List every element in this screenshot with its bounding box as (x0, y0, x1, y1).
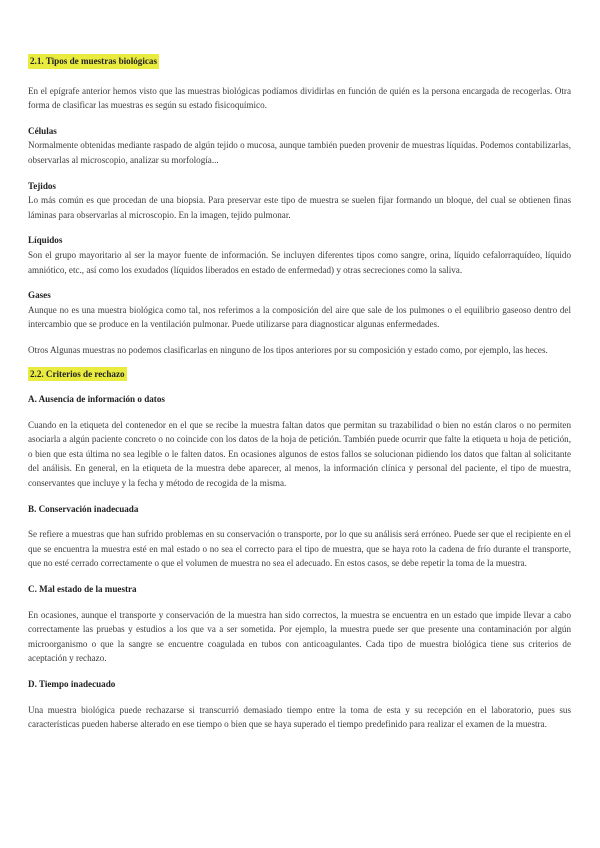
section-title-tipos (28, 54, 571, 69)
document-page (28, 54, 571, 732)
intro-paragraph: En el epígrafe anterior hemos visto que las muestras biológicas podíamos dividirlas en función de quién es la persona encargada de recogerlas. Otra forma de clasificar las muestras es según su estado fisicoquímico. (28, 85, 571, 111)
heading-ausencia: A. Ausencia de información o datos (28, 394, 165, 405)
heading-mal-estado: C. Mal estado de la muestra (28, 584, 137, 595)
paragraph-tiempo: Una muestra biológica puede rechazarse si transcurrió demasiado tiempo entre la toma de esta y su recepción en el laboratorio, pues sus características pueden haberse alterado en ese tiempo o bien que se haya superado el tiempo predefinido para realizar el examen de la muestra. (28, 704, 571, 730)
heading-liquidos: Líquidos (28, 235, 63, 246)
paragraph-conservacion: Se refiere a muestras que han sufrido problemas en su conservación o transporte, por lo que su análisis será erróneo. Puede ser que el recipiente en el que se encuentra la muestra esté en mal estado o no sea el correcto para el tipo de muestra, que se haya roto la cadena de frío durante el transporte, que no esté cerrado correctamente o que el volumen de muestra no sea el adecuado. En estos casos, se debe repetir la toma de la muestra. (28, 529, 571, 569)
heading-gases: Gases (28, 290, 51, 301)
paragraph-celulas: Normalmente obtenidas mediante raspado de algún tejido o mucosa, aunque también pueden provenir de muestras líquidas. Podemos contabilizarlas, observarlas al microscopio, analizar su morfología... (28, 140, 571, 165)
section-title-criterios (28, 367, 571, 382)
heading-conservacion: B. Conservación inadecuada (28, 503, 139, 514)
heading-celulas: Células (28, 125, 57, 136)
paragraph-mal-estado: En ocasiones, aunque el transporte y conservación de la muestra han sido correctos, la muestra se encuentra en un estado que impide llevar a cabo correctamente las pruebas y estudios a los que va a ser sometida. Por ejemplo, la muestra puede ser que presente una contaminación por algún microorganismo o que la sangre se encuentre coagulada en tubos con anticoagulantes. Cada tipo de muestra biológica tiene sus criterios de aceptación y rechazo. (28, 609, 571, 664)
paragraph-ausencia: Cuando en la etiqueta del contenedor en el que se recibe la muestra faltan datos que permitan su trazabilidad o bien no están claros o no permiten asociarla a algún paciente concreto o no coincide con los datos de la hoja de petición. También puede ocurrir que falte la etiqueta u hoja de petición, o bien que esta última no sea legible o le falten datos. En ocasiones algunos de estos fallos se solucionan pidiendo los datos que faltan al solicitante del análisis. En general, en la etiqueta de la muestra debe aparecer, al menos, la información clínica y personal del paciente, el tipo de muestra, conservantes que incluye y la fecha y método de recogida de la misma. (28, 419, 571, 489)
heading-tiempo: D. Tiempo inadecuado (28, 679, 116, 689)
paragraph-liquidos: Son el grupo mayoritario al ser la mayor fuente de información. Se incluyen diferentes tipos como sangre, orina, líquido cefalorraquídeo, líquido amniótico, etc., así como los exudados (líquidos liberados en estado de enfermedad) y otras secreciones como la saliva. (28, 249, 571, 275)
paragraph-otros: Otros Algunas muestras no podemos clasificarlas en ninguno de los tipos anteriores por su composición y estado como, por ejemplo, las heces. (28, 344, 548, 355)
section-heading: 2.2. Criterios de rechazo (28, 367, 127, 382)
paragraph-tejidos: Lo más común es que procedan de una biopsia. Para preservar este tipo de muestra se suelen fijar formando un bloque, del cual se obtienen finas láminas para observarlas al microscopio. En la imagen, tejido pulmonar. (28, 195, 571, 220)
paragraph-gases: Aunque no es una muestra biológica como tal, nos referimos a la composición del aire que sale de los pulmones o el equilibrio gaseoso dentro del intercambio que se produce en la ventilación pulmonar. Puede utilizarse para diagnosticar algunas enfermedades. (28, 304, 571, 330)
heading-tejidos: Tejidos (28, 180, 56, 191)
section-heading: 2.1. Tipos de muestras biológicas (28, 54, 159, 69)
